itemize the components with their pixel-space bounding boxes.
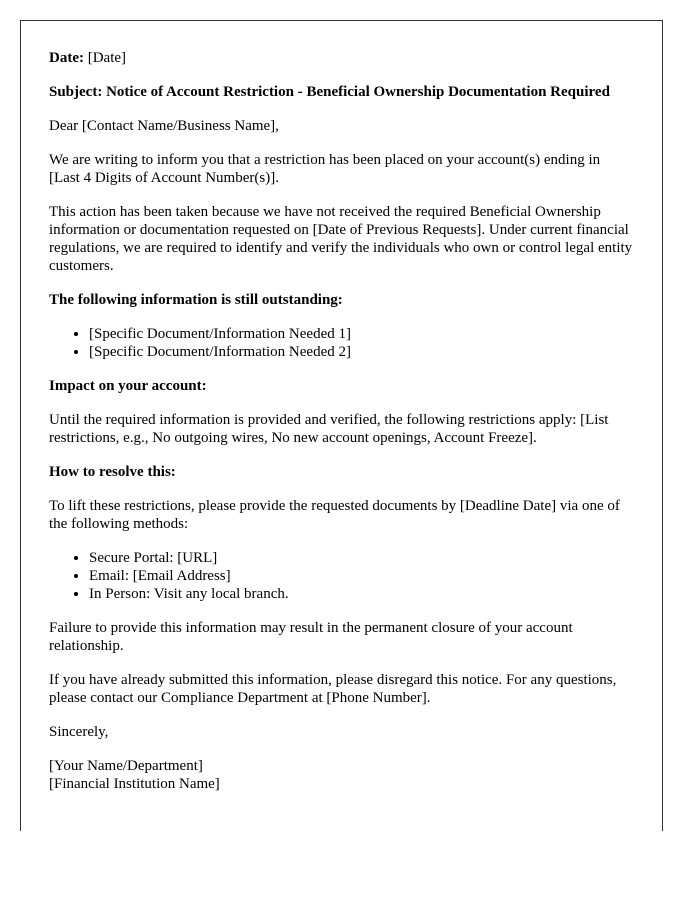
list-item: • Secure Portal: [URL] (89, 549, 634, 567)
failure-paragraph: Failure to provide this information may result in the permanent closure of your account relationship. (49, 620, 573, 654)
impact-paragraph: Until the required information is provided and verified, the following restrictions apply: [List restrictions, e.g., No outgoing wires, No new account openings, Account Freeze]. (49, 412, 609, 446)
date-label: Date: (49, 50, 84, 66)
salutation: Dear [Contact Name/Business Name], (49, 118, 279, 134)
signature-name: [Your Name/Department] (49, 758, 203, 774)
resolve-paragraph: To lift these restrictions, please provide the requested documents by [Deadline Date] via one of the following methods: (49, 498, 620, 532)
list-item: • [Specific Document/Information Needed 2] (89, 343, 634, 361)
outstanding-heading-text: The following information is still outstanding: (49, 292, 343, 308)
impact-heading (49, 377, 634, 395)
list-item: • Email: [Email Address] (89, 567, 634, 585)
methods-list (49, 549, 634, 603)
closing: Sincerely, (49, 724, 109, 740)
intro-paragraph: We are writing to inform you that a restriction has been placed on your account(s) ending in [Last 4 Digits of Account Number(s)]. (49, 152, 601, 186)
subject-text: Subject: Notice of Account Restriction - Beneficial Ownership Documentation Required (49, 84, 610, 100)
reason-paragraph: This action has been taken because we have not received the required Beneficial Ownership information or documentation requested on [Date of Previous Requests]. Under current financial regulations, we are required to identify and verify the individuals who own or control legal entity customers. (49, 204, 633, 274)
letter-document (20, 20, 663, 831)
resolve-heading-text: How to resolve this: (49, 464, 176, 480)
subject-line (49, 83, 634, 101)
signature-institution: [Financial Institution Name] (49, 776, 220, 792)
outstanding-list (49, 325, 634, 361)
date-line (49, 49, 634, 67)
list-item: • In Person: Visit any local branch. (89, 585, 634, 603)
list-item: • [Specific Document/Information Needed 1] (89, 325, 634, 343)
impact-heading-text: Impact on your account: (49, 378, 207, 394)
contact-paragraph: If you have already submitted this information, please disregard this notice. For any questions, please contact our Compliance Department at [Phone Number]. (49, 672, 617, 706)
outstanding-heading (49, 291, 634, 309)
resolve-heading (49, 463, 634, 481)
date-value: [Date] (87, 50, 127, 66)
